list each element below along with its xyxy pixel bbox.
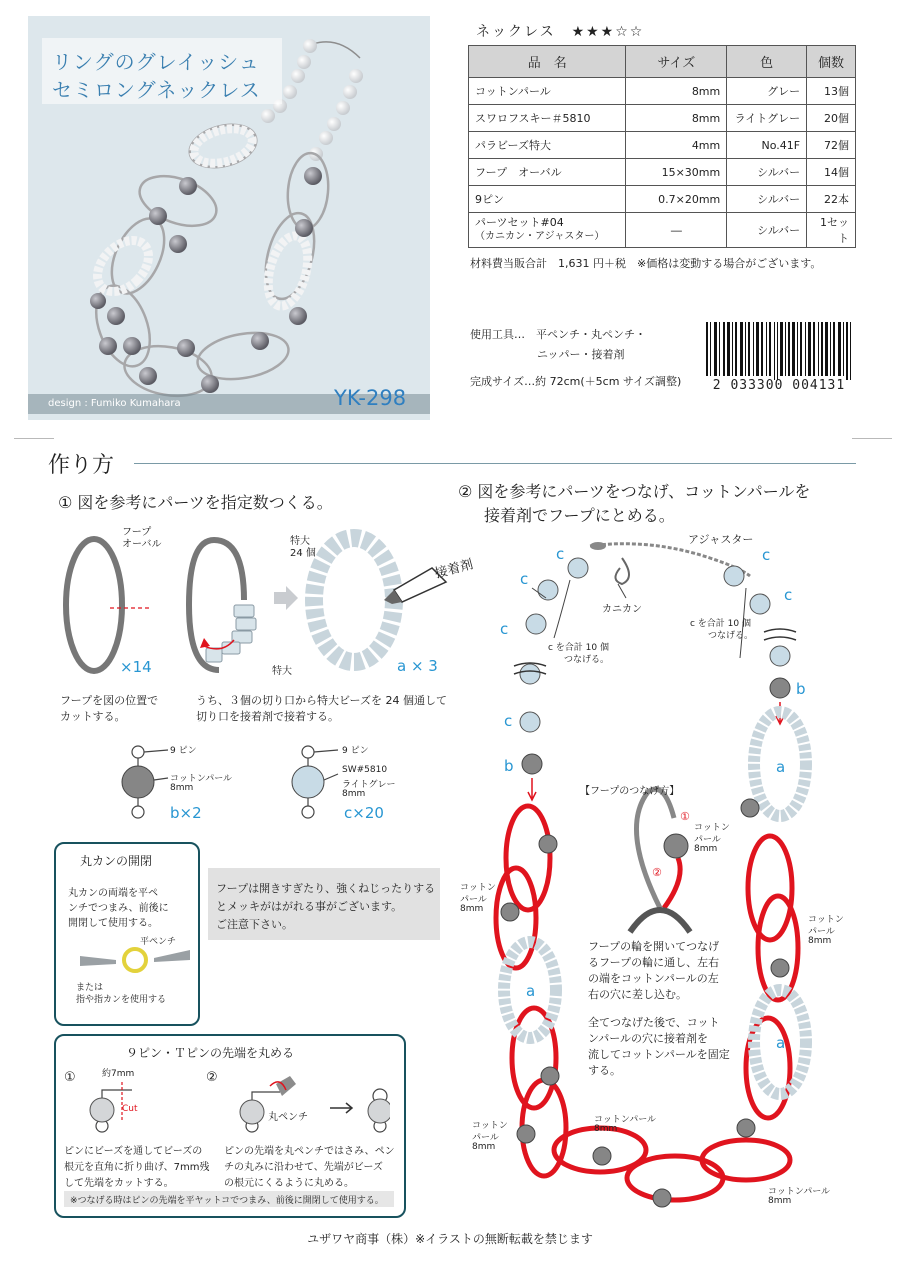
c-pin-label: 9 ピン [342,746,369,756]
beads-note2: 切り口を接着剤で接着する。 [196,710,339,723]
kanikan-label: カニカン [602,604,642,615]
cp-br-label1: コットンパール [768,1187,831,1197]
b-pearl-label2: 8mm [170,783,194,793]
next-arrow-icon [274,586,298,610]
hoop-how-step1: ① [680,810,690,823]
hoop-how-step2: ② [652,866,662,879]
cell-qty: 20個 [807,105,856,132]
cp-bl-label1: コットン [472,1121,508,1131]
pliers-ring-icon [80,942,190,978]
pin-box-title: ９ピン・Ｔピンの先端を丸める [126,1046,295,1060]
photo-title-panel [42,38,282,104]
cp-left-label1: コットン [460,883,496,893]
how-line1: フープの輪を開いてつなげ [588,940,720,953]
how-line4: 右の穴に差し込む。 [588,988,687,1001]
beads-note1: うち、３個の切り口から特大ビーズを 24 個通して [196,694,447,707]
ring-open-close-box [54,842,200,1026]
pin-step1-num: ① [64,1070,76,1085]
how-line8: する。 [588,1064,621,1077]
barcode-number: 2 033300 004131 [712,378,846,393]
cell-qty: 72個 [807,132,856,159]
c-sw-label2: ライトグレー [342,780,396,790]
footer-copyright: ユザワヤ商事（株）※イラストの無断転載を禁じます [307,1232,593,1246]
b-pearl-right [770,678,790,698]
cell-qty: 13個 [807,78,856,105]
pin-text1b: 根元を直角に折り曲げ、7mm残 [64,1162,210,1173]
hoop-note1: フープを図の位置で [60,694,159,707]
a-label-3: a [776,1034,786,1052]
break-mark-right [764,629,796,640]
ring-box-text3: 開閉して使用する。 [68,918,158,929]
cell-color: シルバー [727,213,807,248]
tokudai-label1: 特大 [290,536,310,547]
cell-qty: 14個 [807,159,856,186]
hoop-how-pearl1: コットン [694,823,730,833]
glue-label: 接着剤 [433,557,475,582]
b-label-left: b [504,757,514,775]
b-label-right: b [796,680,806,698]
ring-box-alt2: 指や指カンを使用する [76,995,167,1005]
how-line7: 流してコットンパールを固定 [588,1048,730,1061]
cell-name: 9ピン [469,186,626,213]
tools-label: 使用工具… 平ペンチ・丸ペンチ・ [470,328,646,341]
ring-box-pliers: 平ペンチ [140,937,177,947]
b-pearl-label1: コットンパール [170,774,233,784]
round-pliers-icon [276,1076,296,1096]
cp-bl-label2: パール [472,1133,499,1143]
caution-line3: ご注意下さい。 [216,918,293,931]
pin-text1c: して先端をカットする。 [64,1178,174,1189]
cp-right-label3: 8mm [808,936,832,946]
table-row [469,213,856,248]
photo-title-line1: リングのグレイッシュ [52,50,260,74]
pin-footnote: ※つなげる時はピンの先端を平ヤットコでつまみ、前後に開閉して使用する。 [70,1196,384,1206]
c-label-2: c [520,570,529,588]
pin-text2b: チの丸みに沿わせて、先端がビーズ [224,1162,383,1173]
table-row [469,159,856,186]
table-row [469,186,856,213]
caution-line2: とメッキがはがれる事がございます。 [216,900,403,913]
c-count: c×20 [344,804,384,822]
cp-bl-label3: 8mm [472,1142,496,1152]
cell-size: 8mm [626,105,727,132]
cell-color: No.41F [727,132,807,159]
pin-approx-label: 約7mm [102,1069,135,1079]
c-label-6: c [784,586,793,604]
cp-bm-label1: コットンパール [594,1115,657,1125]
step2-title [458,480,810,528]
arrow-right-icon [330,1103,352,1113]
product-code: YK-298 [334,386,407,410]
table-row [469,132,856,159]
how-line3: の端をコットンパールの左 [588,972,719,985]
hoop-count: ×14 [120,658,152,676]
step2-title-line2: 接着剤でフープにとめる。 [484,506,675,525]
cell-name: パラビーズ特大 [469,132,626,159]
ring-box-alt1: または [76,983,104,993]
bead-label: 特大 [272,666,292,677]
arrow-head [200,638,210,648]
c-note-right2: つなげる。 [708,631,754,641]
header-name: 品 名 [469,46,626,78]
cell-size: 15×30mm [626,159,727,186]
cell-qty: 22本 [807,186,856,213]
cotton-pearl-shape [122,766,154,798]
step1-title: ① 図を参考にパーツを指定数つくる。 [58,493,333,512]
header-color: 色 [727,46,807,78]
cell-color: グレー [727,78,807,105]
b-count: b×2 [170,804,202,822]
swarovski-shape [292,766,324,798]
finished-size: 完成サイズ…約 72cm(＋5cm サイズ調整) [470,375,682,388]
header-qty: 個数 [807,46,856,78]
cell-name [469,213,626,248]
cell-size: 4mm [626,132,727,159]
material-total: 材料費当販合計 1,631 円＋税 ※価格は変動する場合がございます。 [470,257,822,270]
c-label-1: c [556,545,565,563]
cell-size: 8mm [626,78,727,105]
a-count: a × 3 [397,657,438,675]
pin-cut-label: Cut [122,1104,138,1114]
pin-pliers-label: 丸ペンチ [268,1112,308,1123]
cell-color: ライトグレー [727,105,807,132]
hoop-label1: フープ [122,527,152,538]
cell-name: コットンパール [469,78,626,105]
clasp-icon [615,558,629,584]
cell-color: シルバー [727,159,807,186]
a-label-2: a [526,982,536,1000]
how-line6: ンパールの穴に接着剤を [588,1032,709,1045]
c-label-5: c [762,546,771,564]
designer-credit: design : Fumiko Kumahara [48,398,181,409]
photo-title-line2: セミロングネックレス [52,78,261,102]
cell-size: ― [626,213,727,248]
caution-line1: フープは開きすぎたり、強くねじったりする [216,882,436,895]
c-note-left1: c を合計 10 個 [548,643,609,653]
cell-name: フープ オーバル [469,159,626,186]
cell-size: 0.7×20mm [626,186,727,213]
beaded-ring-shape [314,538,394,662]
ring-box-title: 丸カンの開閉 [80,854,153,868]
c-sw-label1: SW#5810 [342,765,388,775]
step2-title-line1: ② 図を参考にパーツをつなげ、コットンパールを [458,482,811,501]
cp-right-label2: パール [808,927,835,937]
pin-text2c: の根元にくるように丸める。 [224,1178,354,1189]
cell-name: スワロフスキー＃5810 [469,105,626,132]
pin-text1a: ピンにビーズを通してビーズの [64,1146,203,1157]
a-label-1: a [776,758,786,776]
materials-title: ネックレス ★★★☆☆ [476,24,645,40]
caution-note [208,868,440,940]
hoop-note2: カットする。 [60,710,126,723]
section-title-rule [134,463,856,464]
cp-bm-label2: 8mm [594,1124,618,1134]
table-header-row [469,46,856,78]
hoop-label2: オーバル [122,539,162,550]
necklace-assembly-diagram [450,528,880,1218]
how-line2: るフープの輪に通し、左右 [588,956,720,969]
table-row [469,78,856,105]
cell-name-line1: パーツセット#04 [475,216,564,229]
step1-parts-diagram [54,520,454,690]
how-line5: 全てつなげた後で、コット [588,1016,720,1029]
c-label-3: c [500,620,509,638]
hoop-how-title: 【フープのつなげ方】 [580,786,680,797]
b-pin-label: 9 ピン [170,746,197,756]
cp-right-label1: コットン [808,915,844,925]
cp-br-label2: 8mm [768,1196,792,1206]
adjuster-tab [590,542,606,550]
red-hoops [496,806,798,1200]
c-note-left2: つなげる。 [564,655,610,665]
c-label-4: c [504,712,513,730]
hoop-how-pearl2: パール [694,835,721,845]
c-sw-label3: 8mm [342,789,366,799]
adjuster-label: アジャスター [688,533,754,546]
ring-box-text1: 丸カンの両端を平ペ [68,888,158,899]
table-row [469,105,856,132]
c-note-right1: c を合計 10 個 [690,619,751,629]
cell-qty: 1セット [807,213,856,248]
divider-left [14,438,54,439]
section-title: 作り方 [48,453,115,478]
hoop-oval-shape [66,539,122,671]
cell-color: シルバー [727,186,807,213]
cp-left-label2: パール [460,895,487,905]
b-pearl-left [522,754,542,774]
header-size: サイズ [626,46,727,78]
pin-steps-diagram [80,1076,390,1136]
pin-footnote-bar [64,1191,394,1207]
tools-line2: ニッパー・接着剤 [537,348,625,361]
tokudai-label2: 24 個 [290,548,316,559]
materials-table [468,45,856,248]
ring-box-text2: ンチでつまみ、前後に [68,903,169,914]
pin-text2a: ピンの先端を丸ペンチではさみ、ペン [224,1146,395,1157]
cell-name-line2: （カニカン・アジャスター） [475,231,605,242]
hoop-how-pearl3: 8mm [694,844,718,854]
cp-left-label3: 8mm [460,904,484,914]
pin-step2-num: ② [206,1070,218,1085]
divider-right [852,438,892,439]
